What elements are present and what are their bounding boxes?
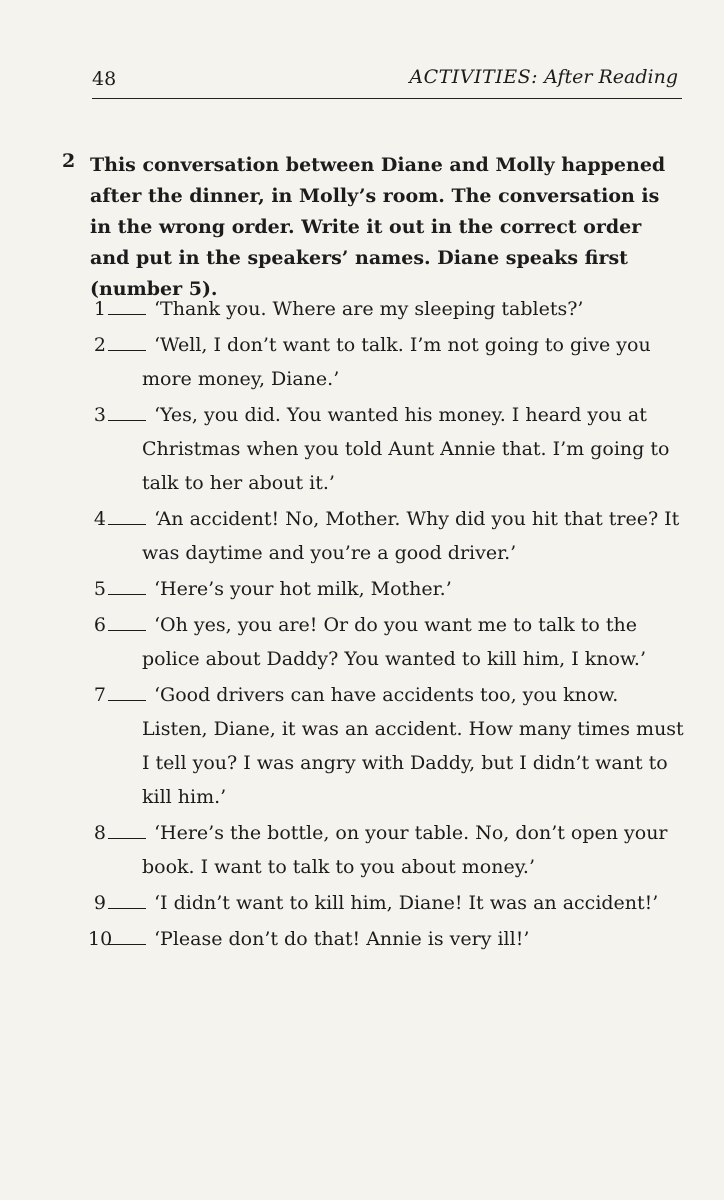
running-title (409, 66, 678, 88)
item-text: ‘Oh yes, you are! Or do you want me to talk to the police about Daddy? You wanted to kill him, I know.’ (142, 614, 647, 670)
list-item (88, 816, 688, 884)
answer-blank (108, 926, 146, 945)
exercise-text: This conversation between Diane and Molly happened after the dinner, in Molly’s room. The conversation is in the wrong order. Write it out in the correct order and put in the speakers’ names. Diane speaks first (number 5). (90, 154, 666, 300)
item-text: ‘Good drivers can have accidents too, you know. Listen, Diane, it was an accident. How many times must I tell you? I was angry with Daddy, but I didn’t want to kill him.’ (142, 684, 684, 808)
list-item (88, 292, 688, 326)
list-item (88, 886, 688, 920)
answer-blank (108, 296, 146, 315)
item-text: ‘I didn’t want to kill him, Diane! It was an accident!’ (154, 892, 659, 914)
answer-blank (108, 332, 146, 351)
item-text: ‘Yes, you did. You wanted his money. I heard you at Christmas when you told Aunt Annie that. I’m going to talk to her about it.’ (142, 404, 670, 494)
item-number: 10 (88, 928, 113, 950)
item-number: 4 (93, 508, 106, 530)
item-number: 5 (93, 578, 106, 600)
conversation-list (88, 292, 688, 958)
item-text: ‘Please don’t do that! Annie is very ill!’ (154, 928, 530, 950)
answer-blank (108, 890, 146, 909)
list-item (88, 398, 688, 500)
exercise-instructions (62, 150, 682, 305)
item-number: 2 (93, 334, 106, 356)
answer-blank (108, 506, 146, 525)
item-text: ‘Thank you. Where are my sleeping tablets?’ (154, 298, 584, 320)
answer-blank (108, 820, 146, 839)
section-title: After Reading (544, 66, 678, 88)
item-number: 3 (93, 404, 106, 426)
list-item (88, 328, 688, 396)
item-number: 9 (93, 892, 106, 914)
answer-blank (108, 402, 146, 421)
item-number: 8 (93, 822, 106, 844)
answer-blank (108, 576, 146, 595)
item-text: ‘Here’s the bottle, on your table. No, don’t open your book. I want to talk to you about money.’ (142, 822, 668, 878)
list-item (88, 678, 688, 814)
item-number: 1 (93, 298, 106, 320)
section-caps: ACTIVITIES: (409, 66, 539, 88)
header-rule (92, 98, 682, 99)
page-number: 48 (92, 68, 117, 90)
page-header (92, 62, 682, 98)
list-item (88, 608, 688, 676)
list-item (88, 572, 688, 606)
item-number: 7 (93, 684, 106, 706)
item-number: 6 (93, 614, 106, 636)
answer-blank (108, 682, 146, 701)
item-text: ‘Here’s your hot milk, Mother.’ (154, 578, 452, 600)
list-item (88, 922, 688, 956)
item-text: ‘An accident! No, Mother. Why did you hit that tree? It was daytime and you’re a good driver.’ (142, 508, 680, 564)
exercise-number: 2 (62, 150, 76, 172)
list-item (88, 502, 688, 570)
answer-blank (108, 612, 146, 631)
item-text: ‘Well, I don’t want to talk. I’m not going to give you more money, Diane.’ (142, 334, 651, 390)
